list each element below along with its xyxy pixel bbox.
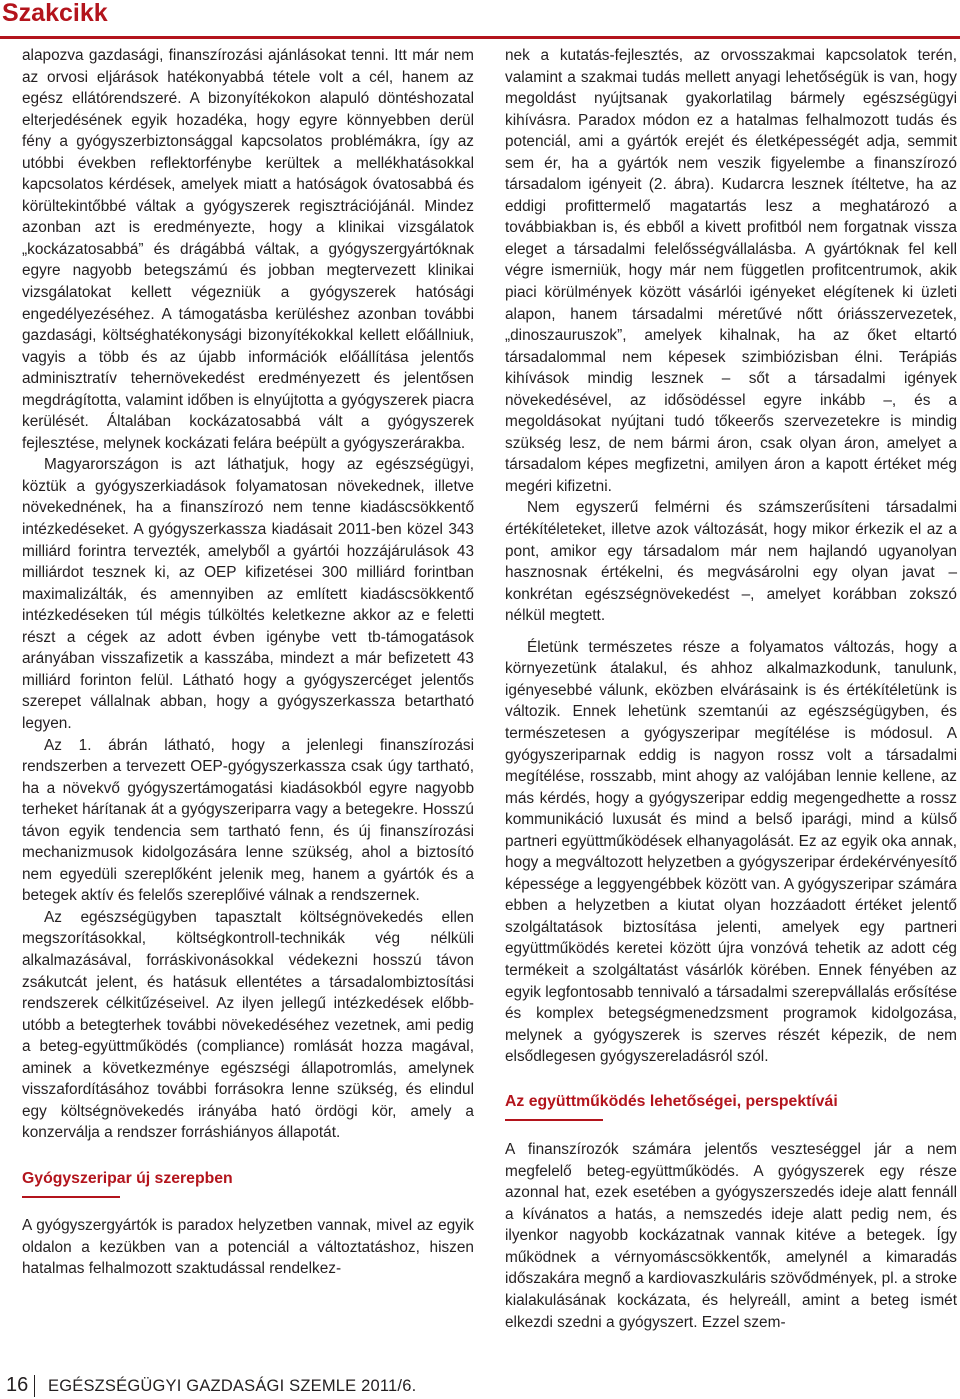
section-heading: Az együttműködés lehetőségei, perspektívái — [505, 1092, 838, 1110]
left-column — [22, 45, 474, 1280]
spacer — [505, 1068, 957, 1091]
body-paragraph: Nem egyszerű felmérni és számszerűsíteni társadalmi értékítéleteket, illetve azok változását, hogy mikor érkezik el az a pont, amikor egy társadalom már nem hajlandó ugyanolyan hasznosnak értékelni, és megvásárolni egy olyan javat – konkrétan egészségnövekedést –, amelyet korábban zokszó nélkül megtett. — [505, 499, 957, 625]
body-paragraph: Magyarországon is azt láthatjuk, hogy az egészségügyi, köztük a gyógyszerkiadások folyamatosan növekednek, illetve növekednének, ha a finanszírozó nem tenne kiadáscsökkentő intézkedéseket. A gyógyszerkassza kiadásait 2011-ben közel 343 milliárd forintra tervezték, amelyből a gyártói hozzájárulások 43 milliárdot tesznek ki, az OEP kifizetései 300 milliárd forintban maximalizálták, és amennyiben az említett kiadáscsökkentő intézkedéseken túl mégis túlköltés keletkezne akkor az e feletti részt a cégek az adott évben igénybe vett tb-támogatások arányában visszafizetik a kasszába, mindezt a már befizetett 43 milliárd forinton felül. Látható hogy a gyógyszercéget jelentős szerepet vállalnak abban, hogy a gyógyszerkassza betartható legyen. — [22, 456, 474, 732]
body-paragraph: A gyógyszergyártók is paradox helyzetben vannak, mivel az egyik oldalon a kezükben van a potenciál a változtatáshoz, hiszen hatalmas felhalmozott szaktudással rendelkez- — [22, 1217, 474, 1278]
footer-separator — [34, 1375, 35, 1397]
body-paragraph: nek a kutatás-fejlesztés, az orvosszakmai kapcsolatok terén, valamint a szakmai tudás mellett anyagi lehetőségük is van, hogy megoldást nyújtsanak gyakorlatilag bármely egészségügyi kihívásra. Paradox módon ez a hatalmas felhalmozott tudás és potenciál, ami a gyártók erejét és életképességét adja, semmit sem ér, ha a gyártók nem veszik figyelembe a finanszírozó társadalom igényeit (2. ábra). Kudarcra lesznek ítéltetve, ha az eddigi profittermelő magatartás lesz a meghatározó a továbbiakban is, és ebből a kivett profitból nem forgatnak vissza eleget a társadalmi felelősségvállalásba. A gyártóknak fel kell végre ismerniük, hogy már nem független profitcentrumok, akik piaci körülmények között vásárlói igényeket elégítenek ki üzleti alapon, hanem társadalmi méretűvé nőtt óriásszervezetek, „dinoszauruszok”, amelyek kihalnak, ha az őket eltartó társadalommal nem képesek szimbiózisban élni. Terápiás kihívások mindig lesznek – sőt a társadalmi igények növekedésével, az idősödéssel egyre inkább –, és a megoldásokat nyújtani tudó tőkeerős szervezetekre is mindig szükség lesz, de nem bármi áron, csak olyan áron, amelyet a társadalom képes megfizetni, amilyen áron a kapott értéket még megéri kifizetni. — [505, 47, 957, 495]
page-footer — [0, 1373, 600, 1399]
heading-rule — [505, 1119, 603, 1121]
right-column — [505, 45, 957, 1333]
heading-rule — [22, 1196, 120, 1198]
spacer — [22, 1144, 474, 1168]
body-paragraph: alapozva gazdasági, finanszírozási ajánlásokat tenni. Itt már nem az orvosi eljárások hatékonyabbá tétele volt a cél, hanem az egész ellátórendszeré. A bizonyítékokon alapuló döntéshozatal elterjedésének egyik hozadéka, hogy egyre könnyebben derül fény a gyógyszerbiztonsággal kapcsolatos problémákra, így az utóbbi években reflektorfénybe kerültek a mellékhatásokkal kapcsolatos kérdések, amelyek miatt a hatóságok óvatosabbá és körültekintőbbé váltak a gyógyszerek regisztrációjánál. Mindez azonban azt is eredményezte, hogy a klinikai vizsgálatok „kockázatosabbá” és drágábbá váltak, a gyógyszergyártóknak egyre nagyobb betegszámú és jobban megtervezett klinikai vizsgálatokat kellett végezniük a gyógyszerek hatósági engedélyezéséhez. A támogatásba kerüléshez azonban további gazdasági, költséghatékonysági bizonyítékokkal kellett előállniuk, vagyis a több és az újabb információk előállítása jelentős adminisztratív tehernövekedést eredményezett és jelentősen megdrágította, valamint időben is elnyújtotta a gyógyszerek piacra kerülését. Általában kockázatosabbá vált a gyógyszerek fejlesztése, melynek kockázati felára beépült a gyógyszerárakba. — [22, 47, 474, 452]
page-number: 16 — [6, 1374, 29, 1396]
section-title: Szakcikk — [2, 0, 108, 27]
header-rule — [0, 36, 960, 39]
body-paragraph: Életünk természetes része a folyamatos változás, hogy a környezetünk átalakul, és ahhoz alkalmazkodunk, tanulunk, igényesebbé válunk, eközben elvárásaink is és értékítéletünk is változik. Ennek lehetünk szemtanúi az egészségügyben, és természetesen a gyógyszeripar megítélése is módosul. A gyógyszeriparnak eddig is nagyon rossz volt a társadalmi megítélése, rosszabb, mint ahogy az valójában lennie kellene, az más kérdés, hogy a gyógyszeripar eddig megengedhette a rossz kommunikáció luxusát és mind a belső iparági, mind a külső partneri együttműködések elhanyagolását. Ez az egyik oka annak, hogy a megváltozott helyzetben a gyógyszeripar érdekérvényesítő képessége a leggyengébbek között van. A gyógyszeripar számára ebben a helyzetben a kiutat olyan hozzáadott értéket jelentő szolgáltatások biztosítása jelenti, amelyek egy partneri együttműködés keretei között újra vonzóvá tehetik az adott cég termékeit a szolgáltatást vásárlók körében. Ennek fényében az egyik legfontosabb tennivaló a társadalmi szerepvállalás erősítése és komplex betegségmenedzsment programok kidolgozása, melynek a gyógyszerek is szerves részét képezik, de nem elsődlegesen gyógyszereladásról szól. — [505, 638, 957, 1066]
journal-title: EGÉSZSÉGÜGYI GAZDASÁGI SZEMLE 2011/6. — [48, 1377, 417, 1395]
body-paragraph: Az egészségügyben tapasztalt költségnövekedés ellen megszorításokkal, költségkontroll-technikák vég nélküli alkalmazásával, forráskivonásokkal védekezni hosszú távon zsákutcát jelent, és hatásuk ellentétes a társadalombiztosítási rendszerek célkitűzéseivel. Az ilyen jellegű intézkedések előbb-utóbb a betegterhek további növekedéséhez vezetnek, ami pedig a beteg-együttműködés (compliance) romlását hozza magával, aminek a következménye egészségi állapotromlás, amelynek visszafordításához további forrásokra lenne szükség, és elindul egy költségnövekedés irányába ható ördögi kör, amely a konzerválja a rendszer forráshiányos állapotát. — [22, 908, 474, 1142]
body-paragraph: Az 1. ábrán látható, hogy a jelenlegi finanszírozási rendszerben a tervezett OEP-gyógyszerkassza csak úgy tartható, ha a növekvő gyógyszertámogatási kiadásokból egyre nagyobb terheket hárítanak át a gyógyszeriparra vagy a betegekre. Hosszú távon egyik tendencia sem tartható fenn, és új finanszírozási mechanizmusok kidolgozására lenne szükség, ahol a biztosító nem egyedüli szereplőként jelenik meg, hanem a gyártók és a betegek aktív és felelős szereplőivé válnak a rendszernek. — [22, 736, 474, 905]
body-paragraph: A finanszírozók számára jelentős veszteséggel jár a nem megfelelő beteg-együttműködés. A gyógyszerek egy része azonnal hat, ezek esetében a gyógyszerszedés ideje alatt fennáll a kívánatos a hatás, a nemszedés ideje alatt pedig nem, és ilyenkor nagyobb kockázatnak vannak kitéve a betegek. Így működnek a vérnyomáscsökkentők, amelynél a kimaradás időszakára megnő a kardiovaszkuláris szövődmények, pl. a stroke kialakulásának kockázata, és helyreáll, amint a beteg ismét elkezdi szedni a gyógyszert. Ezzel szem- — [505, 1141, 957, 1331]
section-heading: Gyógyszeripar új szerepben — [22, 1169, 233, 1187]
